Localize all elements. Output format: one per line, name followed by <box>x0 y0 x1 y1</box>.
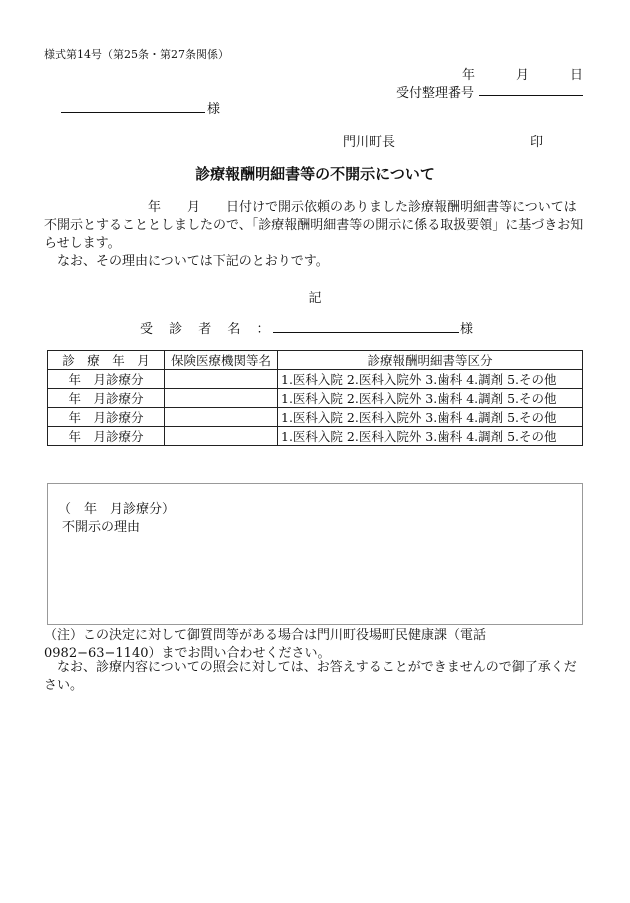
row-category: 1.医科入院 2.医科入院外 3.歯科 4.調剤 5.その他 <box>278 370 583 389</box>
table-row <box>48 408 583 427</box>
row-category: 1.医科入院 2.医科入院外 3.歯科 4.調剤 5.その他 <box>278 389 583 408</box>
issuer-name: 門川町長 <box>343 135 396 150</box>
row-institution <box>165 427 278 446</box>
reason-box <box>47 483 583 625</box>
document-title: 診療報酬明細書等の不開示について <box>195 165 435 183</box>
row-month: 年 月診療分 <box>48 370 165 389</box>
note-1: （注）この決定に対して御質問等がある場合は門川町役場町民健康課（電話0982−63−1140）までお問い合わせください。 <box>44 628 487 661</box>
body-paragraph-1: 年 月 日付けで開示依頼のありました診療報酬明細書等については不開示とすることとしましたので、「診療報酬明細書等の開示に係る取扱要領」に基づきお知らせします。 <box>44 200 584 251</box>
body-paragraph-2: なお、その理由については下記のとおりです。 <box>44 254 329 269</box>
table-row <box>48 389 583 408</box>
row-category: 1.医科入院 2.医科入院外 3.歯科 4.調剤 5.その他 <box>278 408 583 427</box>
header-treatment-month: 診 療 年 月 <box>48 351 165 370</box>
seal-mark: 印 <box>530 135 544 150</box>
header-category: 診療報酬明細書等区分 <box>278 351 583 370</box>
addressee-suffix: 様 <box>207 102 221 117</box>
reason-month-label: （ 年 月診療分） <box>58 502 176 517</box>
patient-name-suffix: 様 <box>460 322 474 337</box>
note-2: なお、診療内容についての照会に対しては、お答えすることができませんので御了承ください。 <box>44 660 577 693</box>
patient-name-label: 受 診 者 名 ： <box>140 322 276 337</box>
receipt-number-label: 受付整理番号 <box>396 86 475 101</box>
row-month: 年 月診療分 <box>48 427 165 446</box>
date-month: 月 <box>516 68 530 83</box>
reason-label: 不開示の理由 <box>62 520 141 535</box>
date-day: 日 <box>570 68 584 83</box>
row-month: 年 月診療分 <box>48 408 165 427</box>
form-number: 様式第14号（第25条・第27条関係） <box>44 48 229 61</box>
ki-heading: 記 <box>308 291 322 306</box>
receipt-number-line <box>479 95 583 96</box>
header-institution: 保険医療機関等名 <box>165 351 278 370</box>
patient-name-line <box>273 332 459 333</box>
treatment-table <box>47 350 583 446</box>
row-institution <box>165 389 278 408</box>
date-year: 年 <box>462 68 476 83</box>
table-row <box>48 427 583 446</box>
row-category: 1.医科入院 2.医科入院外 3.歯科 4.調剤 5.その他 <box>278 427 583 446</box>
row-month: 年 月診療分 <box>48 389 165 408</box>
table-header-row <box>48 351 583 370</box>
addressee-line <box>61 112 205 113</box>
table-row <box>48 370 583 389</box>
row-institution <box>165 408 278 427</box>
row-institution <box>165 370 278 389</box>
